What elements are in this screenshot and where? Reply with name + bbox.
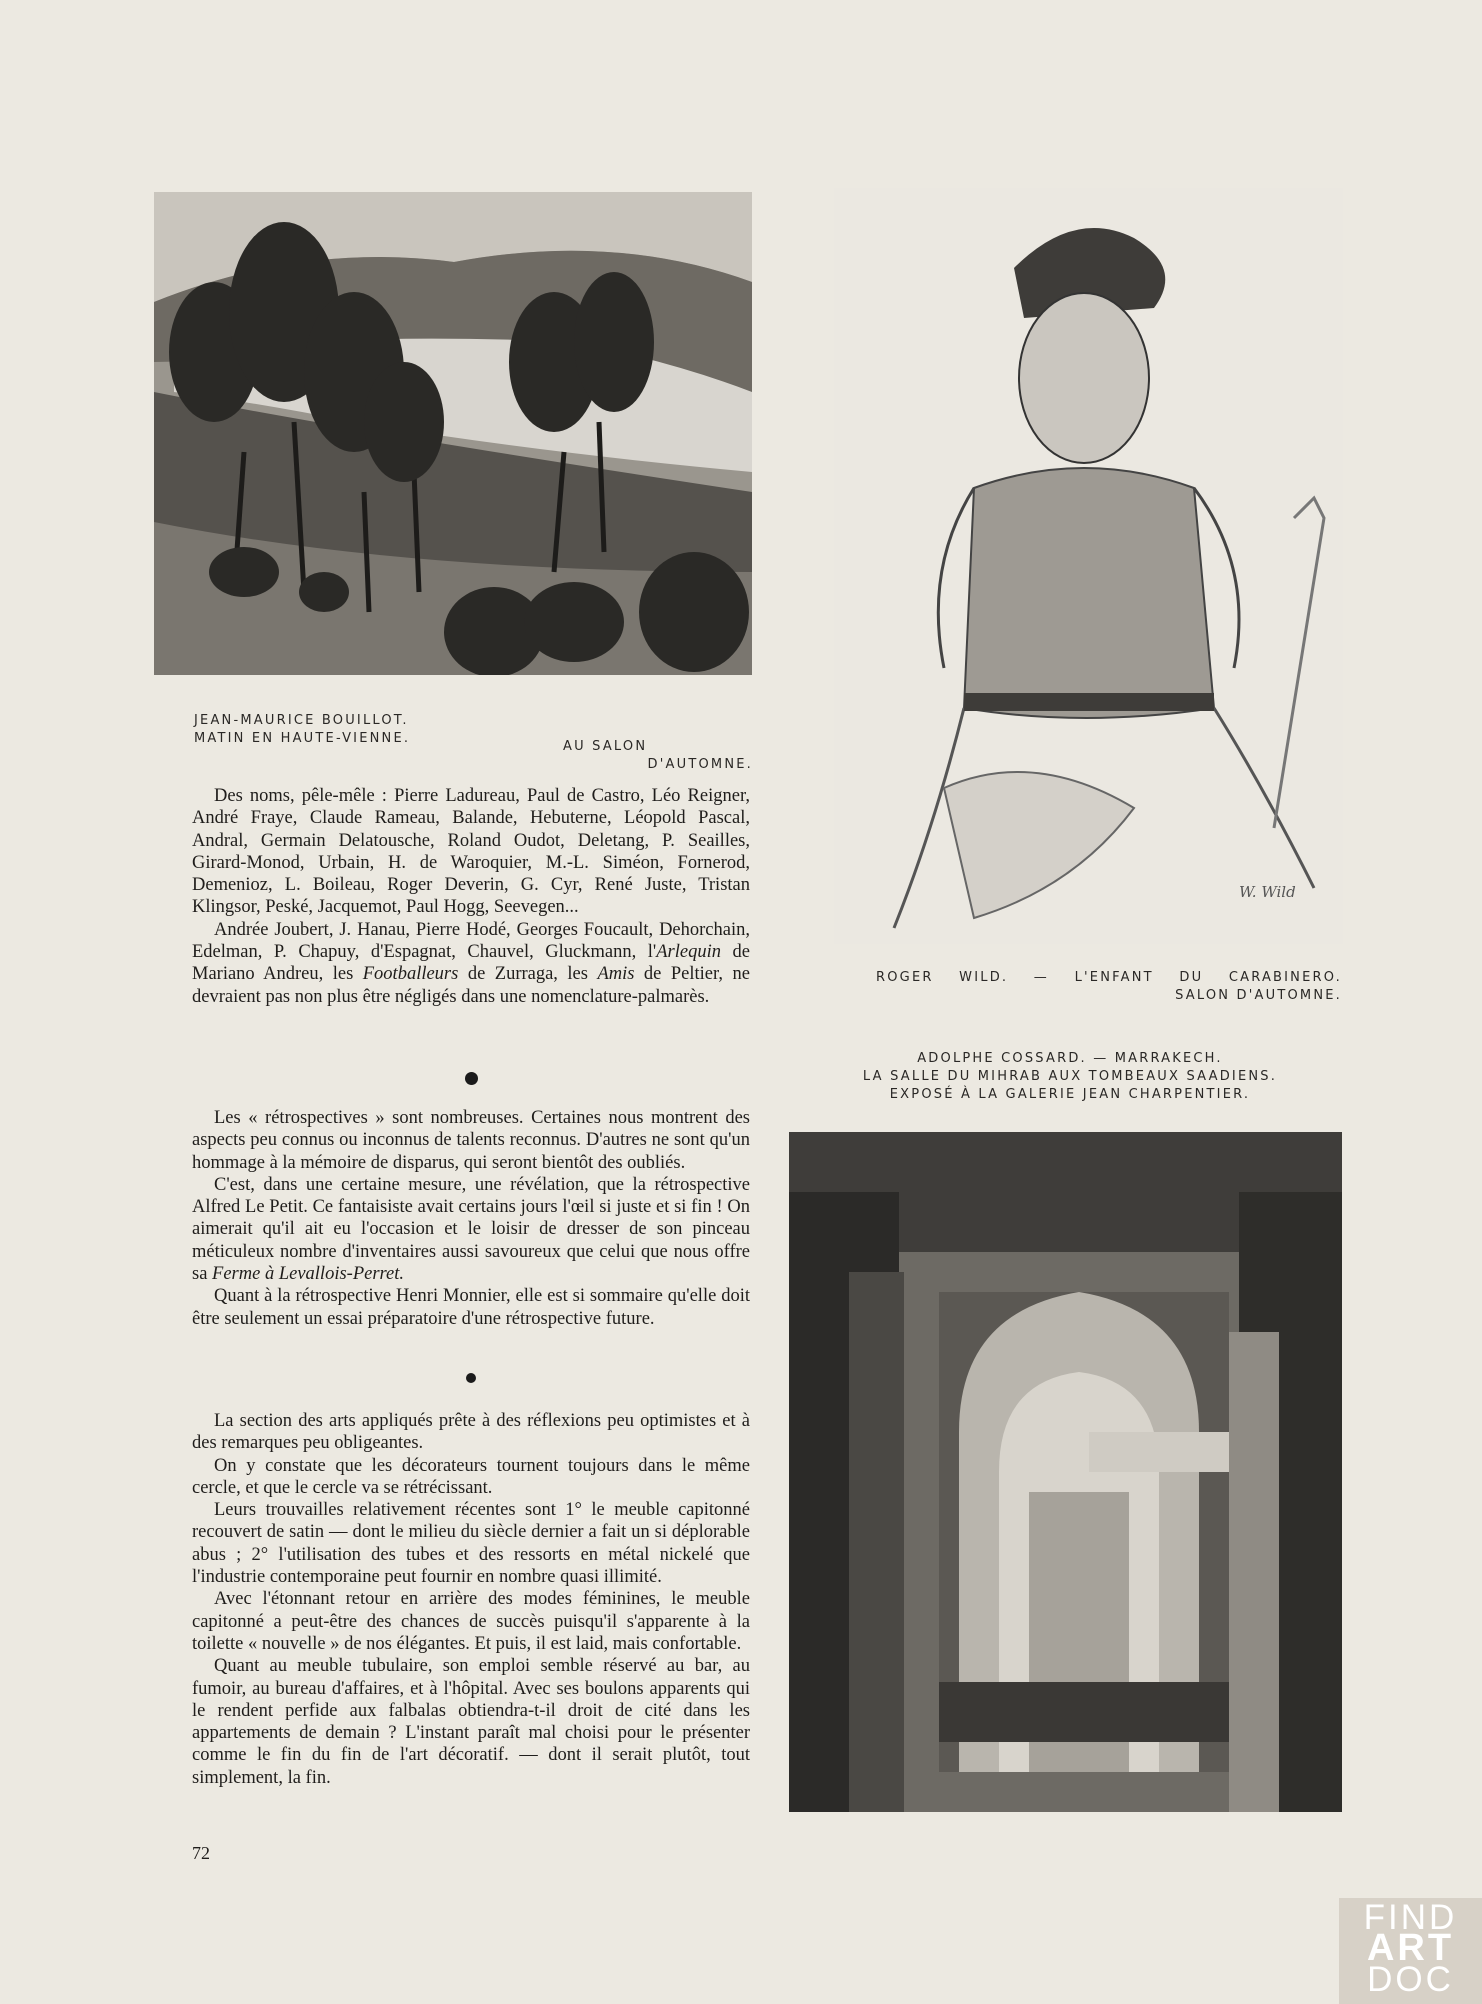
- text: de Mariano Andreu, les: [192, 942, 750, 985]
- paragraph-tubular: Quant au meuble tubulaire, son emploi semble réservé au bar, au fumoir, au bureau d'affaires, et à l'hôpital. Avec ses boulons apparents qui le rendent perfide aux falbalas obtiendra-t-il droit de cité dans les appartements de demain ? L'instant paraît mal choisi pour le présenter comme le fin du fin de l'art décoratif. — dont il serait plutôt, tout simplement, la fin.: [192, 1656, 750, 1788]
- marrakech-painting-art: [789, 1132, 1342, 1812]
- artwork-title: Amis: [597, 964, 635, 985]
- caption-bouillot: [194, 712, 410, 748]
- article-section-retrospectives: [192, 1107, 750, 1330]
- section-separator-dot: [466, 1373, 476, 1383]
- artwork-title: Arlequin: [656, 942, 721, 963]
- artwork-title: Footballeurs: [362, 964, 459, 985]
- text: C'est, dans une certaine mesure, une révélation, que la rétrospective Alfred Le Petit. Ce fantaisiste avait certains jours l'œil si juste et si fin ! On aimerait qu'il ait eu l'occasion et le loisir de dresser de son pinceau méticuleux nombre d'inventaires aussi savoureux que celui que nous offre sa: [192, 1174, 750, 1285]
- marrakech-painting: [789, 1132, 1342, 1812]
- paragraph-findings: Leurs trouvailles relativement récentes sont 1° le meuble capitonné recouvert de satin — dont le milieu du siècle dernier a fait un si déplorable abus ; 2° l'utilisation des tubes et des ressorts en métal nickelé que l'industrie contemporaine peut fournir en nombre quasi illimité.: [192, 1500, 750, 1588]
- findartdoc-watermark: [1339, 1898, 1482, 2004]
- caption-wild: [876, 969, 1342, 1005]
- caption-cossard: [820, 1050, 1320, 1104]
- caption-wild-title: ROGER WILD. — L'ENFANT DU CARABINERO.: [876, 970, 1342, 985]
- landscape-painting: [154, 192, 752, 675]
- section-separator-dot: [465, 1072, 478, 1085]
- boy-portrait-drawing: [834, 188, 1343, 944]
- caption-cossard-subject: LA SALLE DU MIHRAB AUX TOMBEAUX SAADIENS.: [862, 1069, 1278, 1084]
- paragraph-retrospectives-intro: Les « rétrospectives » sont nombreuses. Certaines nous montrent des aspects peu connus ou inconnus de talents reconnus. D'autres ne sont qu'un hommage à la mémoire de disparus, qui seront bientôt des oubliés.: [192, 1108, 750, 1173]
- watermark-line1: FIND: [1363, 1898, 1458, 1937]
- caption-bouillot-title: MATIN EN HAUTE-VIENNE.: [194, 731, 411, 746]
- text: de Peltier, ne devraient pas non plus être négligés dans une nomenclature-palmarès.: [192, 964, 750, 1007]
- paragraph-applied-arts: La section des arts appliqués prête à des réflexions peu optimistes et à des remarques peu obligeantes.: [192, 1411, 750, 1454]
- landscape-painting-art: [154, 192, 752, 675]
- section-heading-salon: [563, 738, 753, 774]
- paragraph-monnier: Quant à la rétrospective Henri Monnier, elle est si sommaire qu'elle doit être seulement un essai préparatoire d'une rétrospective future.: [192, 1286, 750, 1329]
- caption-bouillot-artist: JEAN-MAURICE BOUILLOT.: [194, 713, 409, 728]
- paragraph-more-names: [192, 919, 750, 1008]
- section-heading-line1: AU SALON: [563, 739, 648, 754]
- watermark-line3: DOC: [1367, 1960, 1454, 1999]
- caption-cossard-exhibition: EXPOSÉ À LA GALERIE JEAN CHARPENTIER.: [889, 1087, 1251, 1102]
- boy-portrait-art: [834, 188, 1343, 944]
- text: Andrée Joubert, J. Hanau, Pierre Hodé, Georges Foucault, Dehorchain, Edelman, P. Chapuy, d'Espagnat, Chauvel, Gluckmann, l': [192, 919, 750, 963]
- paragraph-le-petit: [192, 1174, 750, 1285]
- paragraph-names-list: Des noms, pêle-mêle : Pierre Ladureau, Paul de Castro, Léo Reigner, André Fraye, Claude Rameau, Balande, Hebuterne, Léopold Pascal, Andral, Germain Delatousche, Roland Oudot, Deletang, P. Seailles, Girard-Monod, Urbain, H. de Waroquier, M.-L. Siméon, Fornerod, Demenioz, L. Boileau, Roger Deverin, G. Cyr, René Juste, Tristan Klingsor, Peské, Jacquemot, Paul Hogg, Seevegen...: [192, 786, 750, 918]
- caption-cossard-title: ADOLPHE COSSARD. — MARRAKECH.: [917, 1051, 1223, 1066]
- artist-signature: W. Wild: [1239, 883, 1296, 901]
- page-number: 72: [192, 1843, 210, 1863]
- paragraph-decorators: On y constate que les décorateurs tournent toujours dans le même cercle, et que le cercle va se rétrécissant.: [192, 1455, 750, 1498]
- artwork-title: Ferme à Levallois-Perret.: [212, 1264, 405, 1285]
- article-section-applied-arts: [192, 1410, 750, 1789]
- text: de Zurraga, les: [458, 964, 598, 985]
- section-heading-line2: D'AUTOMNE.: [647, 757, 753, 772]
- watermark-line2: ART: [1366, 1927, 1455, 1969]
- caption-wild-salon: SALON D'AUTOMNE.: [1175, 988, 1342, 1003]
- article-section-names: [192, 785, 750, 1008]
- paragraph-upholstered: Avec l'étonnant retour en arrière des modes féminines, le meuble capitonné a peut-être des chances de succès puisqu'il s'apparente à la toilette « nouvelle » de nos élégantes. Et puis, il est laid, mais confortable.: [192, 1589, 750, 1654]
